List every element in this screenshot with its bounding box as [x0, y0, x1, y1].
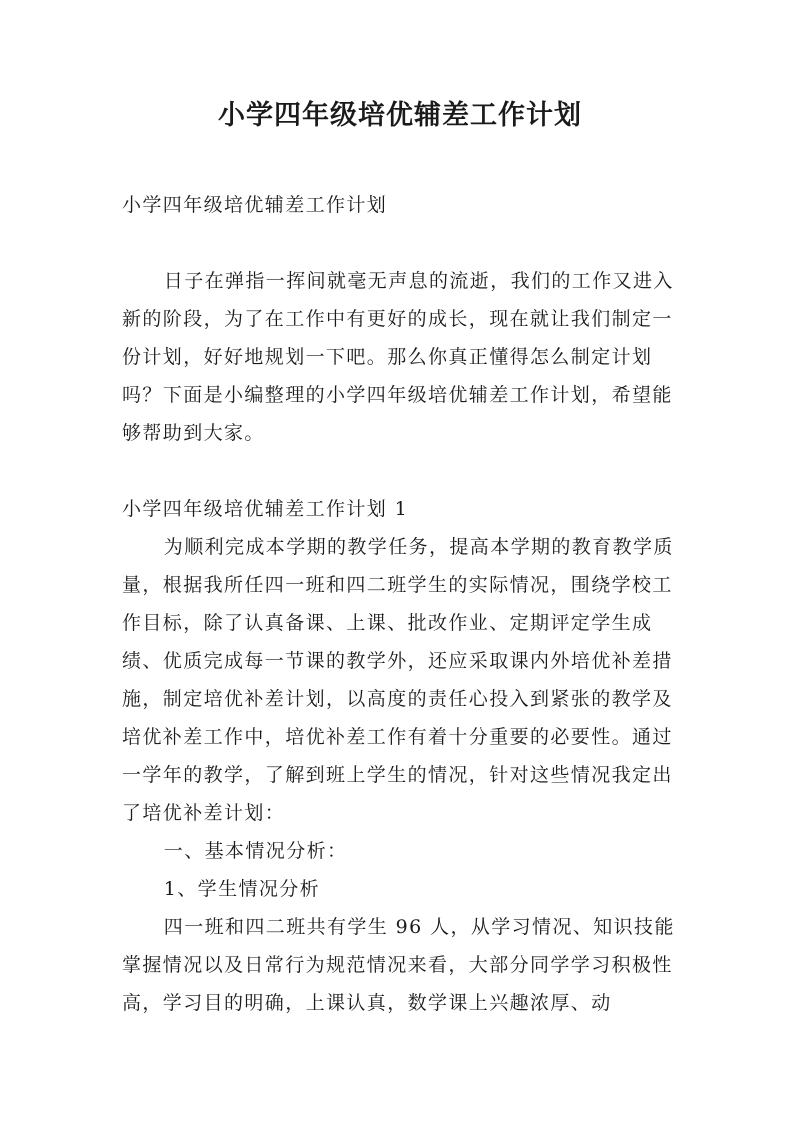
section-paragraph: 为顺利完成本学期的教学任务，提高本学期的教育教学质量，根据我所任四一班和四二班学生的实际情况，围绕学校工作目标，除了认真备课、上课、批改作业、定期评定学生成绩、优质完成每一节课的教学外，还应采取课内外培优补差措施，制定培优补差计划，以高度的责任心投入到紧张的教学及培优补差工作中，培优补差工作有着十分重要的必要性。通过一学年的教学，了解到班上学生的情况，针对这些情况我定出了培优补差计划： [122, 536, 674, 824]
document-subtitle: 小学四年级培优辅差工作计划 [122, 194, 388, 216]
heading-basic-analysis: 一、基本情况分析： [163, 840, 348, 862]
intro-paragraph: 日子在弹指一挥间就毫无声息的流逝，我们的工作又进入新的阶段，为了在工作中有更好的成长，现在就让我们制定一份计划，好好地规划一下吧。那么你真正懂得怎么制定计划吗？下面是小编整理的小学四年级培优辅差工作计划，希望能够帮助到大家。 [122, 270, 674, 444]
document-body [122, 186, 686, 1022]
document-title: 小学四年级培优辅差工作计划 [218, 100, 582, 131]
section-title: 小学四年级培优辅差工作计划 1 [122, 498, 409, 520]
student-analysis-paragraph: 四一班和四二班共有学生 96 人，从学习情况、知识技能掌握情况以及日常行为规范情况来看，大部分同学学习积极性高，学习目的明确，上课认真，数学课上兴趣浓厚、动 [122, 916, 675, 1014]
heading-student-analysis: 1、学生情况分析 [163, 878, 321, 900]
